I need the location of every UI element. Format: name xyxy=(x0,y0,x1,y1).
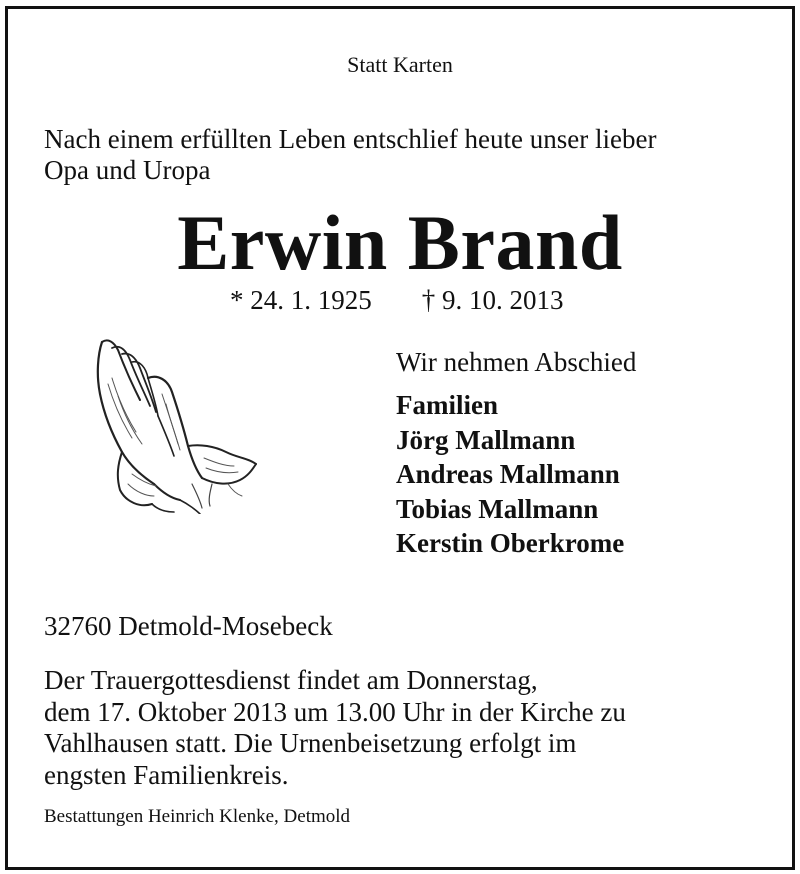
mourner-name: Kerstin Oberkrome xyxy=(396,528,625,558)
intro-line: Opa und Uropa xyxy=(44,155,211,185)
notice-header: Statt Karten xyxy=(347,52,453,77)
intro-line: Nach einem erfüllten Leben entschlief heute unser lieber xyxy=(44,124,657,154)
service-line: Vahlhausen statt. Die Urnenbeisetzung erfolgt im xyxy=(44,728,577,758)
intro-text xyxy=(44,124,656,186)
mourners-list xyxy=(396,388,624,561)
deceased-name: Erwin Brand xyxy=(177,199,623,286)
service-info xyxy=(44,665,626,791)
service-line: engsten Familienkreis. xyxy=(44,759,289,790)
service-line: Der Trauergottesdienst findet am Donnerstag, xyxy=(44,665,538,695)
mourner-name: Familien xyxy=(396,390,498,420)
service-line: dem 17. Oktober 2013 um 13.00 Uhr in der Kirche zu xyxy=(44,696,626,727)
mourner-name: Jörg Mallmann xyxy=(396,424,576,455)
location-line: 32760 Detmold-Mosebeck xyxy=(44,611,333,641)
birth-date: * 24. 1. 1925 xyxy=(230,285,372,315)
farewell-line: Wir nehmen Abschied xyxy=(396,347,637,377)
death-date: † 9. 10. 2013 xyxy=(421,285,564,315)
praying-hands-icon xyxy=(92,334,260,514)
undertaker-line: Bestattungen Heinrich Klenke, Detmold xyxy=(44,806,351,827)
mourner-name: Andreas Mallmann xyxy=(396,459,620,489)
mourner-name: Tobias Mallmann xyxy=(396,493,599,524)
life-dates xyxy=(230,285,564,316)
